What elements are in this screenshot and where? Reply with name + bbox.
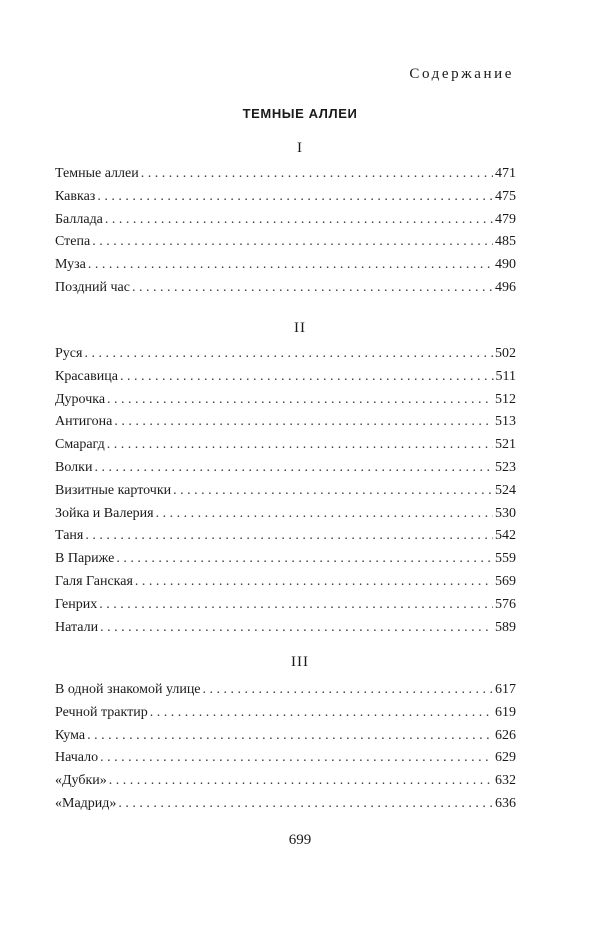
toc-entry (55, 574, 516, 597)
dot-leader (156, 506, 493, 522)
toc-section (55, 346, 516, 642)
toc-entry-title: Баллада (55, 211, 103, 227)
dot-leader (135, 574, 493, 590)
toc-entry-page: 521 (495, 437, 516, 453)
toc-entry (55, 414, 516, 437)
toc-entry-page: 559 (495, 551, 516, 567)
toc-entry (55, 460, 516, 483)
dot-leader (87, 728, 493, 744)
toc-entry (55, 551, 516, 574)
toc-entry (55, 346, 516, 369)
dot-leader (107, 392, 493, 408)
toc-entry (55, 257, 516, 280)
toc-entry (55, 189, 516, 212)
toc-entry (55, 750, 516, 773)
toc-entry (55, 280, 516, 303)
toc-entry-page: 626 (495, 727, 516, 743)
toc-entry-page: 496 (495, 279, 516, 295)
toc-entry-title: Антигона (55, 414, 113, 430)
toc-entry (55, 369, 516, 392)
toc-entry-page: 485 (495, 234, 516, 250)
toc-entry-page: 502 (495, 346, 516, 361)
toc-entry-title: В Париже (55, 551, 115, 567)
toc-entry-page: 530 (495, 505, 516, 521)
toc-entry (55, 796, 516, 819)
toc-entry-title: «Мадрид» (55, 795, 117, 811)
part-numeral: II (294, 320, 306, 336)
toc-entry-title: Поздний час (55, 279, 130, 295)
dot-leader (116, 551, 493, 567)
toc-entry (55, 437, 516, 460)
toc-entry-page: 471 (495, 166, 516, 181)
toc-entry-page: 542 (495, 528, 516, 544)
page-number: 699 (288, 832, 312, 848)
toc-entry-page: 569 (495, 573, 516, 589)
toc-entry-title: Начало (55, 750, 99, 766)
toc-entry-page: 636 (495, 795, 516, 811)
dot-leader (107, 437, 493, 453)
toc-entry-title: Смарагд (55, 437, 105, 453)
dot-leader (100, 750, 493, 766)
toc-entry-page: 589 (495, 619, 516, 635)
toc-entry-title: Речной трактир (55, 704, 148, 720)
toc-entry-page: 513 (495, 414, 516, 430)
toc-entry (55, 682, 516, 705)
toc-section (55, 682, 516, 819)
toc-entry-page: 617 (495, 682, 516, 697)
dot-leader (94, 460, 493, 476)
toc-entry-page: 511 (495, 368, 516, 384)
toc-entry-page: 524 (495, 482, 516, 498)
toc-entry (55, 212, 516, 235)
toc-entry (55, 620, 516, 643)
toc-entry-title: Муза (55, 257, 86, 273)
toc-entry (55, 483, 516, 506)
toc-entry-page: 629 (495, 750, 516, 766)
toc-entry-page: 475 (495, 188, 516, 204)
toc-entry (55, 728, 516, 751)
toc-entry (55, 166, 516, 189)
toc-entry-title: Таня (55, 528, 84, 544)
toc-entry-page: 512 (495, 391, 516, 407)
toc-entry (55, 506, 516, 529)
dot-leader (141, 166, 493, 182)
dot-leader (203, 682, 493, 698)
toc-entry-title: Визитные карточки (55, 482, 172, 498)
dot-leader (120, 369, 494, 385)
dot-leader (132, 280, 493, 296)
toc-entry-page: 632 (495, 773, 516, 789)
toc-entry-title: В одной знакомой улице (55, 682, 201, 697)
dot-leader (173, 483, 493, 499)
toc-entry-title: Кавказ (55, 188, 96, 204)
dot-leader (100, 620, 493, 636)
toc-entry-page: 576 (495, 596, 516, 612)
dot-leader (118, 796, 493, 812)
toc-entry-title: Руся (55, 346, 83, 361)
toc-entry-page: 523 (495, 459, 516, 475)
dot-leader (150, 705, 493, 721)
toc-entry-title: Темные аллеи (55, 166, 139, 181)
book-title: ТЕМНЫЕ АЛЛЕИ (242, 106, 358, 121)
toc-entry-title: Кума (55, 727, 86, 743)
dot-leader (105, 212, 493, 228)
toc-entry-page: 479 (495, 211, 516, 227)
toc-entry-title: Зойка и Валерия (55, 505, 154, 521)
dot-leader (88, 257, 493, 273)
toc-entry-title: Дурочка (55, 391, 106, 407)
toc-entry (55, 234, 516, 257)
dot-leader (85, 528, 493, 544)
dot-leader (92, 234, 493, 250)
toc-entry-page: 619 (495, 704, 516, 720)
toc-entry (55, 392, 516, 415)
dot-leader (109, 773, 493, 789)
toc-entry (55, 705, 516, 728)
toc-entry-title: Степа (55, 234, 91, 250)
part-numeral: I (297, 140, 303, 156)
toc-entry-title: Красавица (55, 368, 118, 384)
dot-leader (99, 597, 493, 613)
toc-entry-title: Генрих (55, 596, 98, 612)
toc-entry-title: Галя Ганская (55, 573, 133, 589)
toc-entry-title: Волки (55, 459, 93, 475)
toc-entry (55, 528, 516, 551)
part-numeral: III (291, 654, 309, 670)
toc-entry (55, 597, 516, 620)
toc-entry-title: Натали (55, 619, 99, 635)
dot-leader (84, 346, 493, 362)
running-head: Содержание (409, 66, 514, 82)
toc-entry (55, 773, 516, 796)
toc-entry-title: «Дубки» (55, 773, 107, 789)
toc-section (55, 166, 516, 303)
dot-leader (114, 414, 493, 430)
dot-leader (97, 189, 493, 205)
toc-entry-page: 490 (495, 257, 516, 273)
